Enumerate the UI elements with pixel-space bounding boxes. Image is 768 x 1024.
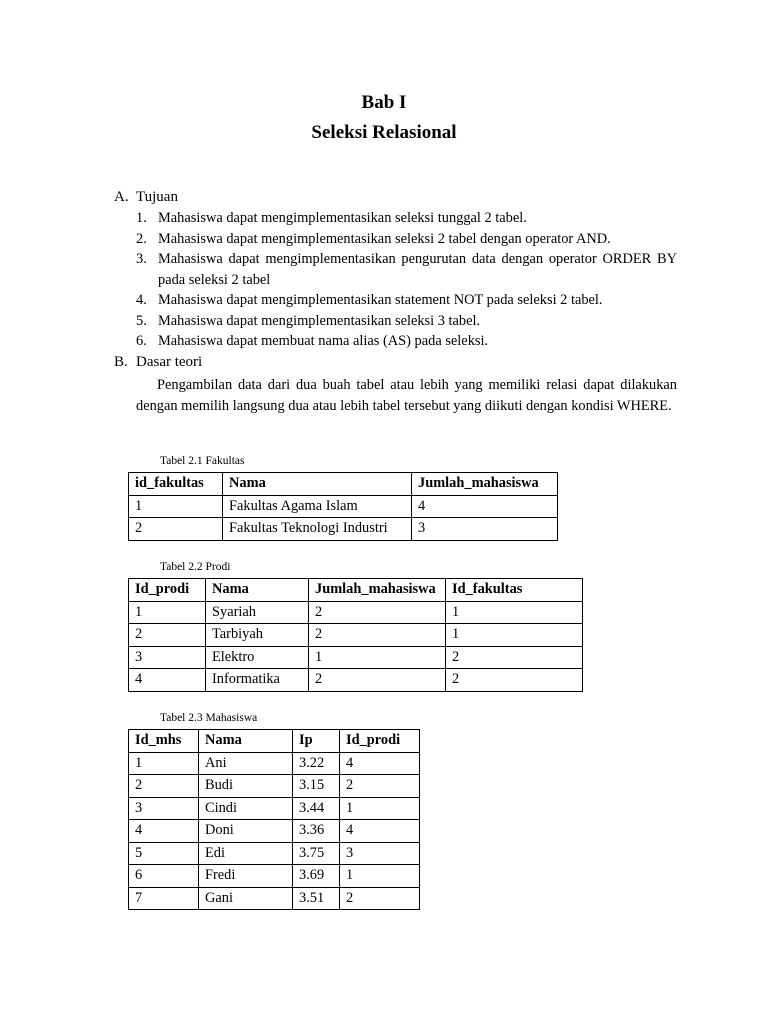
item-number: 6. (136, 333, 147, 349)
item-text: Mahasiswa dapat mengimplementasikan pengurutan data dengan operator ORDER BY pada seleksi 2 tabel (158, 251, 677, 288)
item-text: Mahasiswa dapat mengimplementasikan seleksi 3 tabel. (158, 312, 481, 329)
list-item (136, 249, 677, 290)
section-a-title: Tujuan (136, 189, 178, 205)
table-cell: 6 (129, 865, 199, 888)
table-row (129, 887, 420, 910)
table-cell: Fredi (199, 865, 293, 888)
table-cell: 3.69 (293, 865, 340, 888)
table-cell: 2 (309, 601, 446, 624)
item-number: 1. (136, 210, 147, 226)
table-cell: 1 (129, 495, 223, 518)
table-cell: 4 (129, 669, 206, 692)
table-header-row (129, 730, 420, 753)
table-cell: 7 (129, 887, 199, 910)
table-cell: 2 (129, 624, 206, 647)
table-cell: Syariah (206, 601, 309, 624)
table-row (129, 842, 420, 865)
column-header: Nama (206, 579, 309, 602)
table-cell: 3.36 (293, 820, 340, 843)
table-row (129, 752, 420, 775)
list-item (136, 290, 677, 311)
item-text: Mahasiswa dapat membuat nama alias (AS) pada seleksi. (158, 333, 489, 349)
table-cell: Fakultas Agama Islam (223, 495, 412, 518)
column-header: Id_mhs (129, 730, 199, 753)
table-cell: 3.15 (293, 775, 340, 798)
table-caption: Tabel 2.1 Fakultas (160, 455, 245, 467)
table-row (129, 797, 420, 820)
table-cell: Budi (199, 775, 293, 798)
table-row (129, 495, 558, 518)
item-number: 4. (136, 292, 147, 308)
table-caption: Tabel 2.3 Mahasiswa (160, 712, 258, 724)
item-number: 5. (136, 312, 147, 329)
column-header: id_fakultas (129, 473, 223, 496)
table-header-row (129, 473, 558, 496)
chapter-subtitle: Seleksi Relasional (311, 122, 457, 143)
table-prodi (128, 578, 583, 692)
table-cell: 4 (412, 495, 558, 518)
table-mahasiswa (128, 729, 420, 910)
column-header: Jumlah_mahasiswa (309, 579, 446, 602)
table-cell: 2 (446, 669, 583, 692)
column-header: Nama (223, 473, 412, 496)
table-cell: Elektro (206, 646, 309, 669)
table-row (129, 646, 583, 669)
column-header: Id_fakultas (446, 579, 583, 602)
table-cell: 1 (309, 646, 446, 669)
section-a-letter: A. (114, 189, 129, 205)
section-b-title: Dasar teori (136, 354, 203, 370)
table-caption: Tabel 2.2 Prodi (160, 561, 231, 573)
theory-paragraph: Pengambilan data dari dua buah tabel atau lebih yang memiliki relasi dapat dilakukan dengan memilih langsung dua atau lebih tabel tersebut yang diikuti dengan kondisi WHERE. (136, 377, 677, 414)
table-cell: 3 (129, 797, 199, 820)
item-text: Mahasiswa dapat mengimplementasikan seleksi tunggal 2 tabel. (158, 210, 527, 226)
column-header: Jumlah_mahasiswa (412, 473, 558, 496)
table-cell: 1 (340, 797, 420, 820)
list-item (136, 331, 677, 352)
table-cell: Gani (199, 887, 293, 910)
table-cell: 1 (446, 601, 583, 624)
item-text: Mahasiswa dapat mengimplementasikan statement NOT pada seleksi 2 tabel. (158, 292, 603, 308)
list-item (136, 311, 677, 332)
table-cell: 2 (340, 775, 420, 798)
section-a-heading (0, 189, 768, 209)
list-item (136, 229, 677, 250)
item-text: Mahasiswa dapat mengimplementasikan seleksi 2 tabel dengan operator AND. (158, 230, 611, 247)
table-cell: 3.75 (293, 842, 340, 865)
table-row (129, 865, 420, 888)
table-cell: 4 (340, 752, 420, 775)
table-cell: Ani (199, 752, 293, 775)
table-cell: 4 (340, 820, 420, 843)
table-cell: Cindi (199, 797, 293, 820)
item-number: 3. (136, 251, 147, 267)
item-number: 2. (136, 230, 147, 247)
table-cell: 3.22 (293, 752, 340, 775)
table-header-row (129, 579, 583, 602)
table-row (129, 775, 420, 798)
column-header: Ip (293, 730, 340, 753)
table-cell: 2 (129, 775, 199, 798)
table-cell: Tarbiyah (206, 624, 309, 647)
table-cell: Informatika (206, 669, 309, 692)
column-header: Id_prodi (340, 730, 420, 753)
table-cell: 2 (309, 624, 446, 647)
table-cell: 3.44 (293, 797, 340, 820)
table-cell: 3.51 (293, 887, 340, 910)
table-cell: 3 (129, 646, 206, 669)
table-cell: 2 (129, 518, 223, 541)
table-row (129, 518, 558, 541)
table-cell: 2 (340, 887, 420, 910)
table-fakultas (128, 472, 558, 541)
table-row (129, 601, 583, 624)
table-row (129, 624, 583, 647)
section-b-heading (0, 354, 768, 374)
table-row (129, 820, 420, 843)
table-cell: 3 (340, 842, 420, 865)
table-cell: 1 (129, 601, 206, 624)
table-row (129, 669, 583, 692)
table-cell: Fakultas Teknologi Industri (223, 518, 412, 541)
section-b-letter: B. (114, 354, 128, 370)
table-cell: 1 (129, 752, 199, 775)
table-cell: 2 (309, 669, 446, 692)
table-cell: 4 (129, 820, 199, 843)
column-header: Nama (199, 730, 293, 753)
table-cell: 1 (446, 624, 583, 647)
list-item (136, 208, 677, 229)
chapter-title: Bab I (361, 92, 407, 113)
table-cell: 2 (446, 646, 583, 669)
column-header: Id_prodi (129, 579, 206, 602)
objectives-list (136, 208, 677, 352)
table-cell: Doni (199, 820, 293, 843)
table-cell: 3 (412, 518, 558, 541)
table-cell: 1 (340, 865, 420, 888)
table-cell: 5 (129, 842, 199, 865)
table-cell: Edi (199, 842, 293, 865)
